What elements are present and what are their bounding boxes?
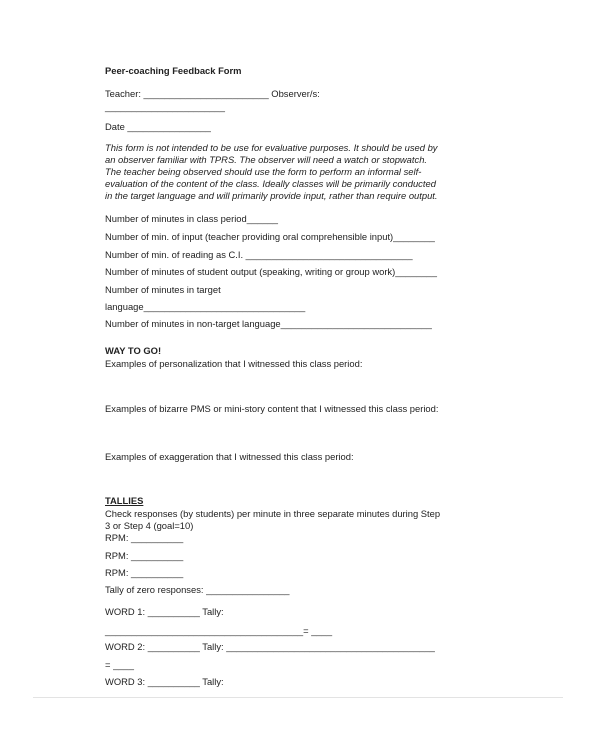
instructions-line: in the target language and will primarily provide input, rather than require output.	[105, 190, 438, 201]
instructions-line: This form is not intended to be use for evaluative purposes. It should be used by	[105, 142, 438, 153]
word2-field: WORD 2: __________ Tally: ________________________________________	[105, 641, 435, 652]
observer-blank: _______________________	[105, 101, 225, 112]
teacher-field: Teacher: ________________________ Observer/s:	[105, 88, 320, 99]
word2-total: = ____	[105, 659, 134, 670]
minutes-target: Number of minutes in target	[105, 284, 221, 295]
minutes-reading: Number of min. of reading as C.I. ________________________________	[105, 249, 413, 260]
bizarre-prompt: Examples of bizarre PMS or mini-story content that I witnessed this class period:	[105, 403, 439, 414]
word1-field: WORD 1: __________ Tally:	[105, 606, 224, 617]
tallies-instructions: Check responses (by students) per minute in three separate minutes during Step	[105, 508, 441, 519]
word3-field: WORD 3: __________ Tally:	[105, 676, 224, 687]
instructions-line: The teacher being observed should use the form to perform an informal self-	[105, 166, 422, 177]
word1-tally-line: ______________________________________= ____	[105, 625, 333, 636]
rpm-field: RPM: __________	[105, 567, 184, 578]
zero-responses-field: Tally of zero responses: ________________	[105, 584, 290, 595]
minutes-output: Number of minutes of student output (speaking, writing or group work)________	[105, 266, 437, 277]
way-to-go-heading: WAY TO GO!	[105, 345, 162, 356]
tallies-heading: TALLIES	[105, 495, 144, 506]
minutes-class-period: Number of minutes in class period______	[105, 213, 279, 224]
form-title: Peer-coaching Feedback Form	[105, 65, 242, 76]
minutes-input: Number of min. of input (teacher providing oral comprehensible input)________	[105, 231, 435, 242]
page-bottom-divider	[33, 697, 563, 698]
exaggeration-prompt: Examples of exaggeration that I witnessed this class period:	[105, 451, 354, 462]
date-field: Date ________________	[105, 121, 211, 132]
rpm-field: RPM: __________	[105, 532, 184, 543]
tallies-instructions: 3 or Step 4 (goal=10)	[105, 520, 194, 531]
rpm-field: RPM: __________	[105, 550, 184, 561]
instructions-line: evaluation of the content of the class. Ideally classes will be primarily conducted	[105, 178, 436, 189]
minutes-target-language: language_______________________________	[105, 301, 306, 312]
instructions-line: an observer familiar with TPRS. The observer will need a watch or stopwatch.	[105, 154, 428, 165]
personalization-prompt: Examples of personalization that I witnessed this class period:	[105, 358, 363, 369]
minutes-non-target: Number of minutes in non-target language_____________________________	[105, 318, 432, 329]
